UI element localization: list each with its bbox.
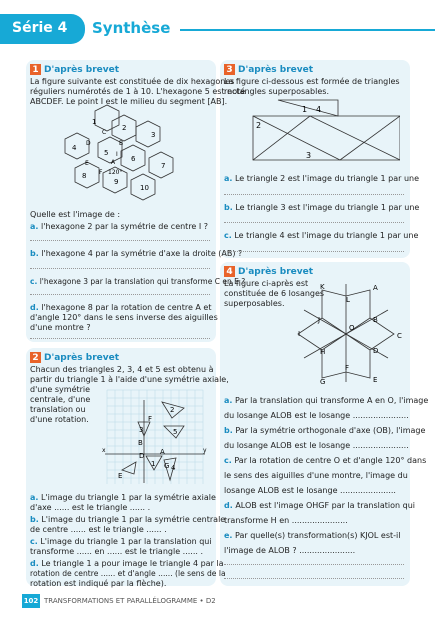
answer-line[interactable]	[224, 222, 404, 223]
hex-label: 3	[151, 131, 156, 139]
point-label: F	[99, 169, 103, 176]
point-label: D	[86, 140, 91, 147]
item-label: c.	[30, 277, 38, 286]
item-text: L'image du triangle 1 par la symétrie axiale	[40, 493, 216, 502]
point-label: L	[346, 296, 350, 304]
ex4-item-c	[224, 456, 426, 466]
point-label: F	[345, 364, 350, 372]
ex4-intro-line: constituée de 6 losanges	[224, 289, 325, 298]
ex4-item-c-line: le sens des aiguilles d'une montre, l'image du	[224, 471, 408, 480]
ex2-item-d	[30, 559, 224, 569]
ex1-item-b	[30, 249, 242, 259]
triangle-label: 4	[316, 105, 322, 114]
ex4-item-d	[224, 501, 415, 511]
answer-line[interactable]	[224, 194, 404, 195]
ex1-item-d-line: d'angle 120° dans le sens inverse des aiguilles	[30, 313, 218, 322]
ex2-intro-line: translation ou	[30, 405, 86, 414]
point-label: I	[116, 151, 118, 158]
answer-line[interactable]	[30, 240, 210, 241]
ex3-item-c	[224, 231, 418, 241]
item-text: L'image du triangle 1 par la symétrie centrale	[41, 515, 226, 524]
ex3-intro-line: La figure ci-dessous est formée de triangles	[224, 77, 400, 86]
exercise-2-header	[30, 352, 119, 363]
hexagon-figure	[60, 104, 190, 204]
ex1-item-d	[30, 303, 211, 313]
item-label: a.	[224, 174, 233, 183]
triangle-label: 1	[302, 105, 308, 114]
ex2-item-b-line: de centre ...... est le triangle ...... .	[30, 525, 167, 534]
point-label: I	[298, 330, 301, 338]
hex-label: 6	[131, 155, 136, 163]
item-label: b.	[224, 426, 233, 435]
answer-line[interactable]	[224, 251, 404, 252]
point-label: J	[318, 316, 321, 324]
axis-label: y	[203, 447, 207, 454]
item-text: Le triangle 4 est l'image du triangle 1 par une	[234, 231, 419, 240]
point-label: E	[373, 376, 378, 384]
item-label: c.	[224, 456, 232, 465]
point-label: A	[373, 284, 378, 292]
exercise-number: 1	[30, 64, 41, 75]
ex4-item-e	[224, 531, 400, 541]
exercise-title: D'après brevet	[238, 64, 314, 75]
ex2-intro-line: d'une rotation.	[30, 415, 89, 424]
item-text: l'hexagone 2 par la symétrie de centre I ?	[40, 222, 209, 231]
ex4-intro-line: superposables.	[224, 299, 285, 308]
ex4-item-e-line: l'image de ALOB ? ......................	[224, 546, 356, 555]
ex3-item-b	[224, 203, 419, 213]
item-label: b.	[30, 515, 39, 524]
ex2-item-a	[30, 493, 216, 503]
item-text: L'image du triangle 1 par la translation qui	[40, 537, 212, 546]
exercise-number: 2	[30, 352, 41, 363]
section-title: Synthèse	[92, 19, 171, 37]
axis-label: x	[102, 447, 106, 454]
exercise-title: D'après brevet	[44, 352, 120, 363]
exercise-4-header	[224, 266, 313, 277]
item-label: d.	[30, 303, 39, 312]
ex2-intro-line: centrale, d'une	[30, 395, 91, 404]
ex1-intro-line: réguliers numérotés de 1 à 10. L'hexagone 5 est noté	[30, 87, 246, 96]
ex1-item-d-line: d'une montre ?	[30, 323, 91, 332]
ex2-item-c-line: transforme ...... en ...... est le triangle ...... .	[30, 547, 204, 556]
ex1-item-a	[30, 222, 208, 232]
item-text: Le triangle 3 est l'image du triangle 1 par une	[235, 203, 420, 212]
item-label: d.	[224, 501, 233, 510]
point-label: B	[138, 439, 143, 447]
item-label: b.	[224, 203, 233, 212]
point-label: A	[160, 448, 165, 456]
ex2-intro-line: d'une symétrie	[30, 385, 91, 394]
answer-line[interactable]	[30, 338, 210, 339]
ex2-item-d-line: rotation de centre ...... et d'angle ...... (le sens de la	[30, 569, 226, 578]
point-label: F	[148, 415, 153, 423]
item-label: a.	[30, 222, 39, 231]
item-label: a.	[30, 493, 39, 502]
point-label: D	[373, 347, 379, 355]
hex-label: 1	[92, 118, 97, 126]
item-label: e.	[224, 531, 233, 540]
ex2-intro-line: partir du triangle 1 à l'aide d'une symétrie axiale,	[30, 375, 229, 384]
ex1-intro-line: La figure suivante est constituée de dix hexagones	[30, 77, 235, 86]
exercise-1-header	[30, 64, 119, 75]
item-label: c.	[224, 231, 232, 240]
triangle-label: 3	[139, 426, 144, 434]
ex3-item-a	[224, 174, 419, 184]
page-number: 102	[22, 594, 40, 608]
item-text: ALOB est l'image OHGF par la translation qui	[235, 501, 416, 510]
header-divider	[180, 29, 435, 31]
ex4-item-a-line: du losange ALOB est le losange ......................	[224, 411, 409, 420]
rhombus-figure	[296, 282, 408, 386]
ex1-intro-line: ABCDEF. Le point I est le milieu du segment [AB].	[30, 97, 228, 106]
hex-label: 4	[72, 144, 77, 152]
point-label: B	[373, 316, 378, 324]
item-text: l'hexagone 4 par la symétrie d'axe la droite (AB) ?	[41, 249, 243, 258]
ex3-intro-line: rectangles superposables.	[224, 87, 329, 96]
item-text: l'hexagone 8 par la rotation de centre A et	[41, 303, 212, 312]
item-label: b.	[30, 249, 39, 258]
hex-label: 2	[122, 124, 127, 132]
angle-label: 120°	[108, 169, 123, 176]
ex2-intro-line: Chacun des triangles 2, 3, 4 et 5 est obtenu à	[30, 365, 214, 374]
item-text: Par la translation qui transforme A en O, l'image	[234, 396, 429, 405]
exercise-number: 4	[224, 266, 235, 277]
exercise-number: 3	[224, 64, 235, 75]
triangle-label: 2	[170, 406, 175, 414]
item-label: c.	[30, 537, 38, 546]
point-label: D	[139, 452, 145, 460]
item-text: l'hexagone 3 par la translation qui transforme C en E ?	[39, 277, 246, 286]
point-label: K	[320, 283, 325, 291]
ex4-intro-line: La figure ci-après est	[224, 279, 309, 288]
point-label: A	[111, 159, 116, 166]
ex4-item-b	[224, 426, 425, 436]
answer-line[interactable]	[224, 578, 404, 579]
hex-label: 5	[104, 149, 109, 157]
hex-label: 8	[82, 172, 87, 180]
footer-chapter: TRANSFORMATIONS ET PARALLÉLOGRAMME • D2	[44, 597, 216, 605]
series-label: Série 4	[12, 20, 68, 36]
ex1-item-c	[30, 277, 245, 287]
ex4-item-d-line: transforme H en ......................	[224, 516, 348, 525]
triangle-label: 1	[151, 460, 156, 468]
point-label: G	[320, 378, 326, 386]
hex-label: 10	[140, 184, 149, 192]
triangle-label: 2	[256, 121, 262, 130]
triangle-label: 3	[306, 151, 312, 160]
item-text: Le triangle 1 a pour image le triangle 4 par la	[41, 559, 224, 568]
ex2-item-c	[30, 537, 212, 547]
exercise-title: D'après brevet	[44, 64, 120, 75]
ex2-item-b	[30, 515, 225, 525]
point-label: H	[320, 348, 326, 356]
item-text: Par la symétrie orthogonale d'axe (OB), l'image	[235, 426, 426, 435]
exercise-title: D'après brevet	[238, 266, 314, 277]
answer-line[interactable]	[30, 268, 210, 269]
point-label: C	[397, 332, 402, 340]
triangle-grid-figure	[102, 388, 212, 486]
ex4-item-b-line: du losange ALOB est le losange ......................	[224, 441, 409, 450]
ex4-item-a	[224, 396, 428, 406]
item-text: Le triangle 2 est l'image du triangle 1 par une	[234, 174, 420, 183]
point-label: E	[118, 472, 123, 480]
triangle-label: 5	[173, 428, 178, 436]
point-label: B	[119, 140, 124, 147]
point-label: G	[164, 462, 170, 470]
right-triangles-figure	[250, 98, 400, 164]
hex-label: 9	[114, 178, 119, 186]
triangle-label: 4	[171, 464, 176, 472]
item-text: Par la rotation de centre O et d'angle 120° dans	[234, 456, 427, 465]
ex2-item-a-line: d'axe ...... est le triangle ...... .	[30, 503, 151, 512]
item-label: a.	[224, 396, 233, 405]
point-label: E	[85, 160, 89, 167]
ex2-item-d-line: rotation est indiqué par la flèche).	[30, 579, 167, 588]
ex1-question: Quelle est l'image de :	[30, 210, 121, 219]
exercise-3-header	[224, 64, 313, 75]
item-label: d.	[30, 559, 39, 568]
answer-line[interactable]	[30, 294, 210, 295]
answer-line[interactable]	[224, 564, 404, 565]
item-text: Par quelle(s) transformation(s) KJOL est-il	[235, 531, 401, 540]
hex-label: 7	[161, 162, 166, 170]
point-label: C	[102, 129, 107, 136]
ex4-item-c-line: losange ALOB est le losange ......................	[224, 486, 396, 495]
point-label: O	[349, 324, 355, 332]
